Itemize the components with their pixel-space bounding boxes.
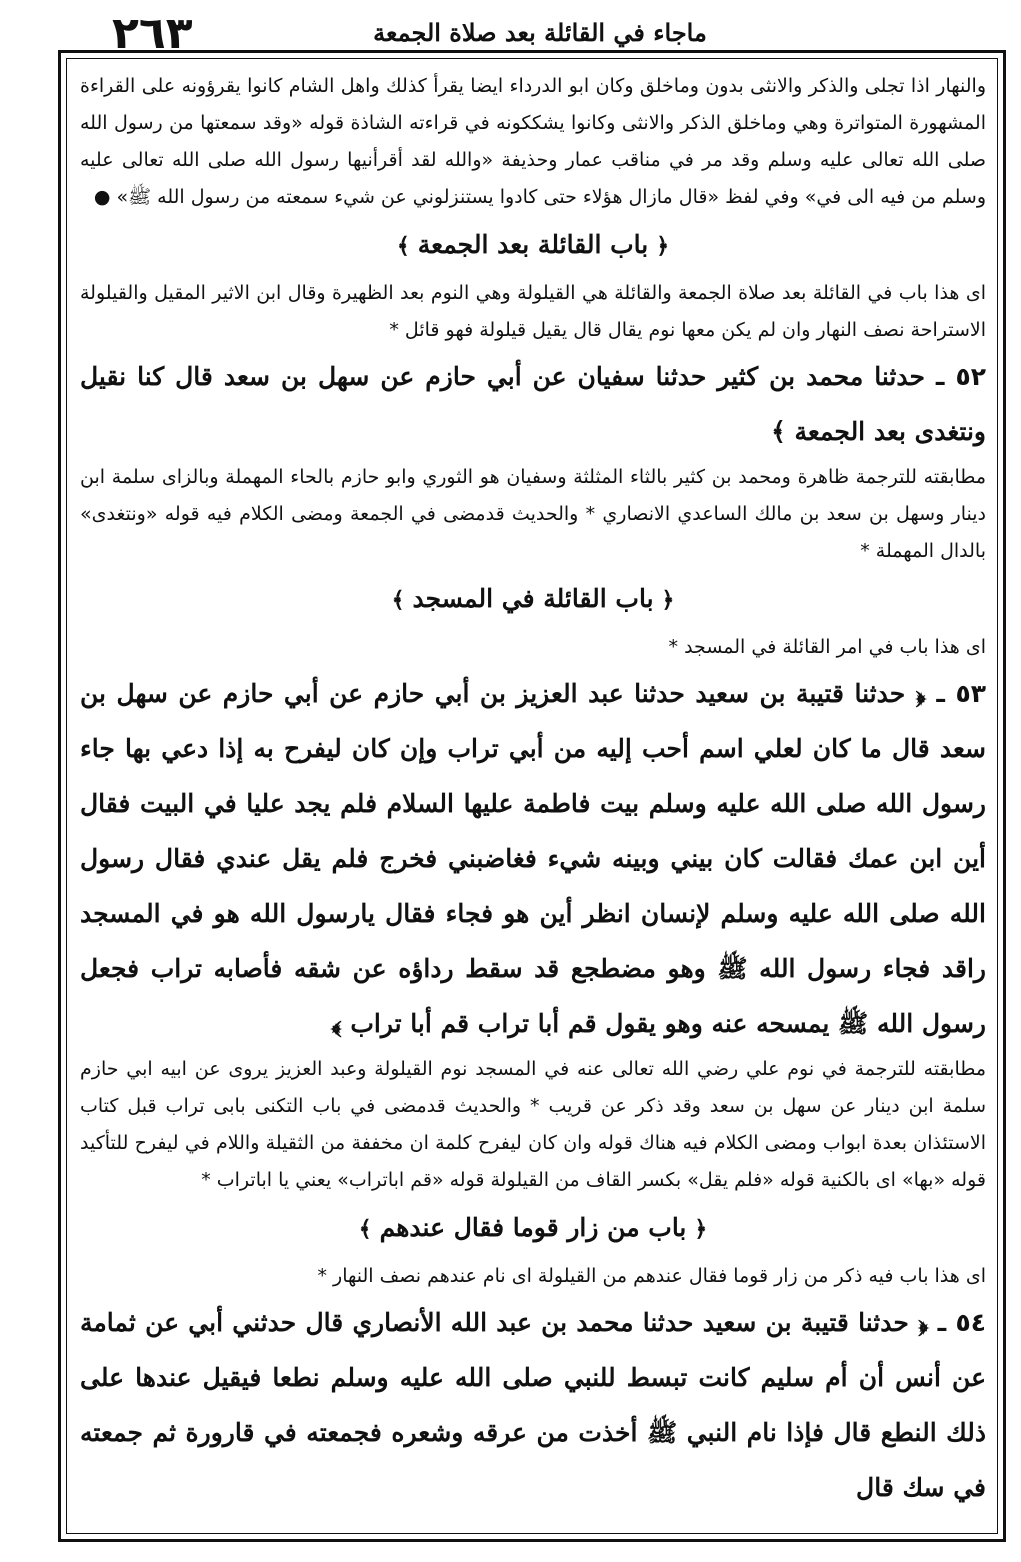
chapter-heading-text: باب القائلة في المسجد bbox=[412, 584, 654, 613]
chapter-heading-text: باب من زار قوما فقال عندهم bbox=[379, 1213, 687, 1242]
hadith-lead: ﴿ حدثنا bbox=[858, 1308, 929, 1337]
chapter-commentary: اى هذا باب فيه ذكر من زار قوما فقال عندهم من القيلولة اى نام عندهم نصف النهار * bbox=[317, 1265, 986, 1287]
ornament-close: ﴾ bbox=[396, 233, 410, 259]
chapter-heading-text: باب القائلة بعد الجمعة bbox=[417, 230, 649, 259]
hadith-text bbox=[80, 1295, 986, 1515]
hadith-lead: حدثنا bbox=[874, 362, 925, 391]
hadith-commentary: مطابقته للترجمة في نوم علي رضي الله تعالى عنه في المسجد نوم القيلولة وعبد العزيز يروى عن ابيه ابي حازم سلمة ابن دينار عن سهل بن سعد وقد ذكر عن قريب * والحديث قدمضى في باب التكنى بابى تراب قبل كتاب الاستئذان بعدة ابواب ومضى الكلام فيه هناك قوله وان كان ليفرح كلمة ان مخففة من الثقيلة واللام في ليفرح للتأكيد قوله «بها» اى بالكنية قوله «فلم يقل» بكسر القاف من القيلولة قوله «قم اباتراب» يعني يا اباتراب * bbox=[80, 1058, 986, 1191]
hadith-number: ٥٢ ـ bbox=[935, 362, 986, 391]
ornament-open: ﴿ bbox=[661, 587, 675, 613]
hadith-commentary: مطابقته للترجمة ظاهرة ومحمد بن كثير بالثاء المثلثة وسفيان هو الثوري وابو حازم بالحاء المهملة وبالزاى سلمة ابن دينار وسهل بن سعد بن مالك الساعدي الانصاري * والحديث قدمضى في الجمعة ومضى الكلام فيه قوله «ونتغدى» بالدال المهملة * bbox=[80, 466, 986, 562]
hadith-body: محمد بن كثير حدثنا سفيان عن أبي حازم عن سهل بن سعد قال كنا نقيل ونتغدى بعد الجمعة ﴾ bbox=[80, 362, 986, 446]
ornament-close: ﴾ bbox=[358, 1216, 372, 1242]
hadith-text bbox=[80, 666, 986, 1051]
chapter-commentary: اى هذا باب في امر القائلة في المسجد * bbox=[668, 636, 986, 658]
chapter-heading bbox=[80, 216, 986, 275]
hadith-number: ٥٣ ـ bbox=[936, 679, 986, 708]
page-body bbox=[80, 68, 986, 1528]
ornament-open: ﴿ bbox=[694, 1216, 708, 1242]
hadith-body: قتيبة بن سعيد حدثنا محمد بن عبد الله الأنصاري قال حدثني أبي عن ثمامة عن أنس أن أم سليم كانت تبسط للنبي صلى الله عليه وسلم نطعا فيقيل عندها على ذلك النطع قال فإذا نام النبي ﷺ أخذت من عرقه وشعره فجمعته في قارورة ثم جمعته في سك قال bbox=[80, 1308, 986, 1502]
chapter-heading bbox=[80, 570, 986, 629]
hadith-number: ٥٤ ـ bbox=[937, 1308, 986, 1337]
intro-commentary: والنهار اذا تجلى والذكر والانثى بدون وماخلق وكان ابو الدرداء ايضا يقرأ كذلك واهل الشام كانوا يقرؤونه على القراءة المشهورة المتواترة وهي وماخلق الذكر والانثى وكانوا يشككونه في قراءته الشاذة قوله «وقد سمعتها من رسول الله صلى الله تعالى عليه وسلم وقد مر في مناقب عمار وحذيفة «والله لقد أقرأنيها رسول الله صلى الله تعالى عليه وسلم من فيه الى في» وفي لفظ «قال مازال هؤلاء حتى كادوا يستنزلوني عن شيء سمعته من رسول الله ﷺ» ● bbox=[80, 75, 986, 208]
hadith-body: قتيبة بن سعيد حدثنا عبد العزيز بن أبي حازم عن أبي حازم عن سهل بن سعد قال ما كان لعلي اسم أحب إليه من أبي تراب وإن كان ليفرح به إذا دعي بها جاء رسول الله صلى الله عليه وسلم بيت فاطمة عليها السلام فلم يجد عليا في البيت فقال أين ابن عمك فقالت كان بيني وبينه شيء فغاضبني فخرج فلم يقل عندي فقال رسول الله صلى الله عليه وسلم لإنسان انظر أين هو فجاء فقال يارسول الله هو في المسجد راقد فجاء رسول الله ﷺ وهو مضطجع قد سقط رداؤه عن شقه فأصابه تراب فجعل رسول الله ﷺ يمسحه عنه وهو يقول قم أبا تراب قم أبا تراب ﴾ bbox=[80, 679, 986, 1038]
hadith-text bbox=[80, 349, 986, 459]
running-title: ماجاء في القائلة بعد صلاة الجمعة bbox=[373, 18, 707, 47]
ornament-close: ﴾ bbox=[391, 587, 405, 613]
ornament-open: ﴿ bbox=[656, 233, 670, 259]
chapter-heading bbox=[80, 1199, 986, 1258]
page-number: ٢٦٣ bbox=[112, 8, 193, 59]
chapter-commentary: اى هذا باب في القائلة بعد صلاة الجمعة والقائلة هي القيلولة وهي النوم بعد الظهيرة وقال ابن الاثير المقيل والقيلولة الاستراحة نصف النهار وان لم يكن معها نوم يقال قال يقيل قيلولة فهو قائل * bbox=[80, 282, 986, 341]
hadith-lead: ﴿ حدثنا bbox=[854, 679, 926, 708]
